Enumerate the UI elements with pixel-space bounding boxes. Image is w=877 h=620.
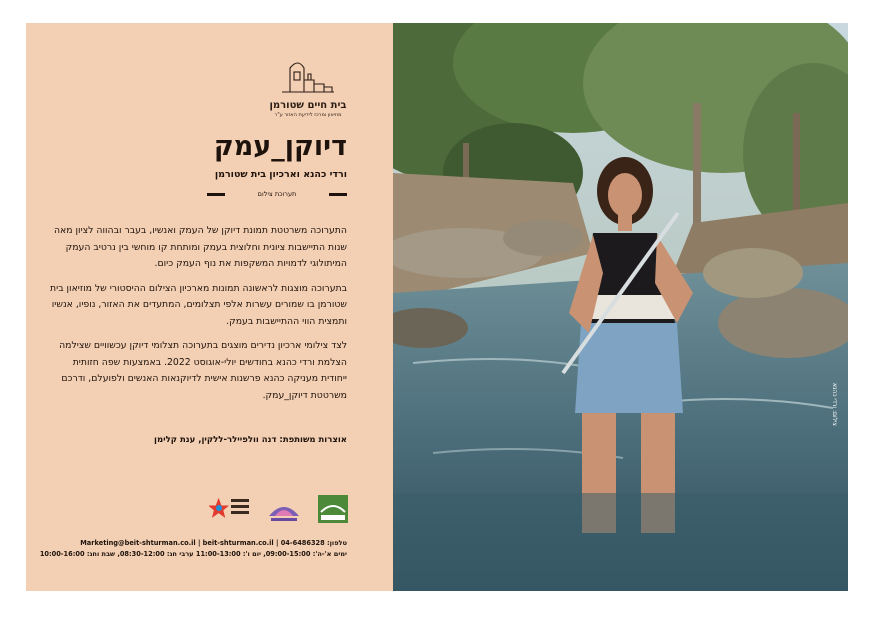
description-paragraph: בתערוכה מוצגות לראשונה תמונות מארכיון הצילום ההיסטורי של מוזיאון בית שטורמן בו שמורים עשרות אלפי תצלומים, המתעדים את האזור, נופיו, אנשיו ותמצית הווי ההתיישבות בעמק. [50, 282, 347, 327]
ein-harod-logo [317, 494, 349, 524]
photo-credit: צילום: ורדי כהנא [831, 383, 838, 426]
exhibition-credit: ורדי כהנא וארכיון בית שטורמן [214, 169, 347, 180]
exhibition-description [47, 223, 347, 412]
exhibition-title: דיוקן_עמק [213, 131, 347, 162]
divider-dash [329, 193, 347, 196]
flutist-in-river-photo [393, 23, 848, 591]
sponsor-logos [209, 494, 349, 524]
divider-dash [207, 193, 225, 196]
description-paragraph: התערוכה משרטטת תמונת דיוקן של העמק ואנשיו, בעבר ובהווה לציון מאה שנות התיישבות ציונית וחלוצית בעמק ומותחת קו מוחשי בין נרטיב העמק המיתולוגי לדמויות המשקפות את נוף העמק כיום. [53, 225, 347, 269]
museum-tagline: מוזיאון ומרכז לידיעת האזור ע"ר [274, 112, 342, 118]
exhibition-subtitle: תערוכת צילום [257, 190, 297, 198]
contact-footer [40, 538, 347, 560]
exhibition-text-panel [26, 23, 393, 591]
gilboa-council-logo [267, 494, 301, 524]
curators-credit: אוצרות משותפת: דנה וולפיילר-ללקין, ענת קלימן [154, 435, 347, 445]
exhibition-subtitle-row [207, 189, 347, 199]
contact-line: טלפון: 04-6486328 | Marketing@beit-shturman.co.il | beit-shturman.co.il [80, 539, 347, 547]
ministry-culture-sport-logo [209, 495, 251, 523]
description-paragraph: לצד צילומי ארכיון נדירים מוצגים בתערוכה תצלומי דיוקן עכשוויים שצילמה הצלמת ורדי כהנא בחודשים יולי-אוגוסט 2022. באמצעות שפה חזותית ייחודית מעניקה כהנא פרשנות אישית לדיוקנאות האנשים ולפועלם, ודרכם משרטטת דיוקן_עמק. [59, 340, 347, 401]
museum-building-icon [280, 56, 336, 96]
exhibition-photo [393, 23, 848, 591]
museum-name: בית חיים שטורמן [269, 100, 347, 111]
opening-hours-line: ימים א'-ה': 09:00-15:00, יום ו': 11:00-13:00 ערבי חג: 08:30-12:00, שבת וחג: 10:00-16:00 [39, 550, 347, 558]
museum-logo [263, 56, 353, 119]
